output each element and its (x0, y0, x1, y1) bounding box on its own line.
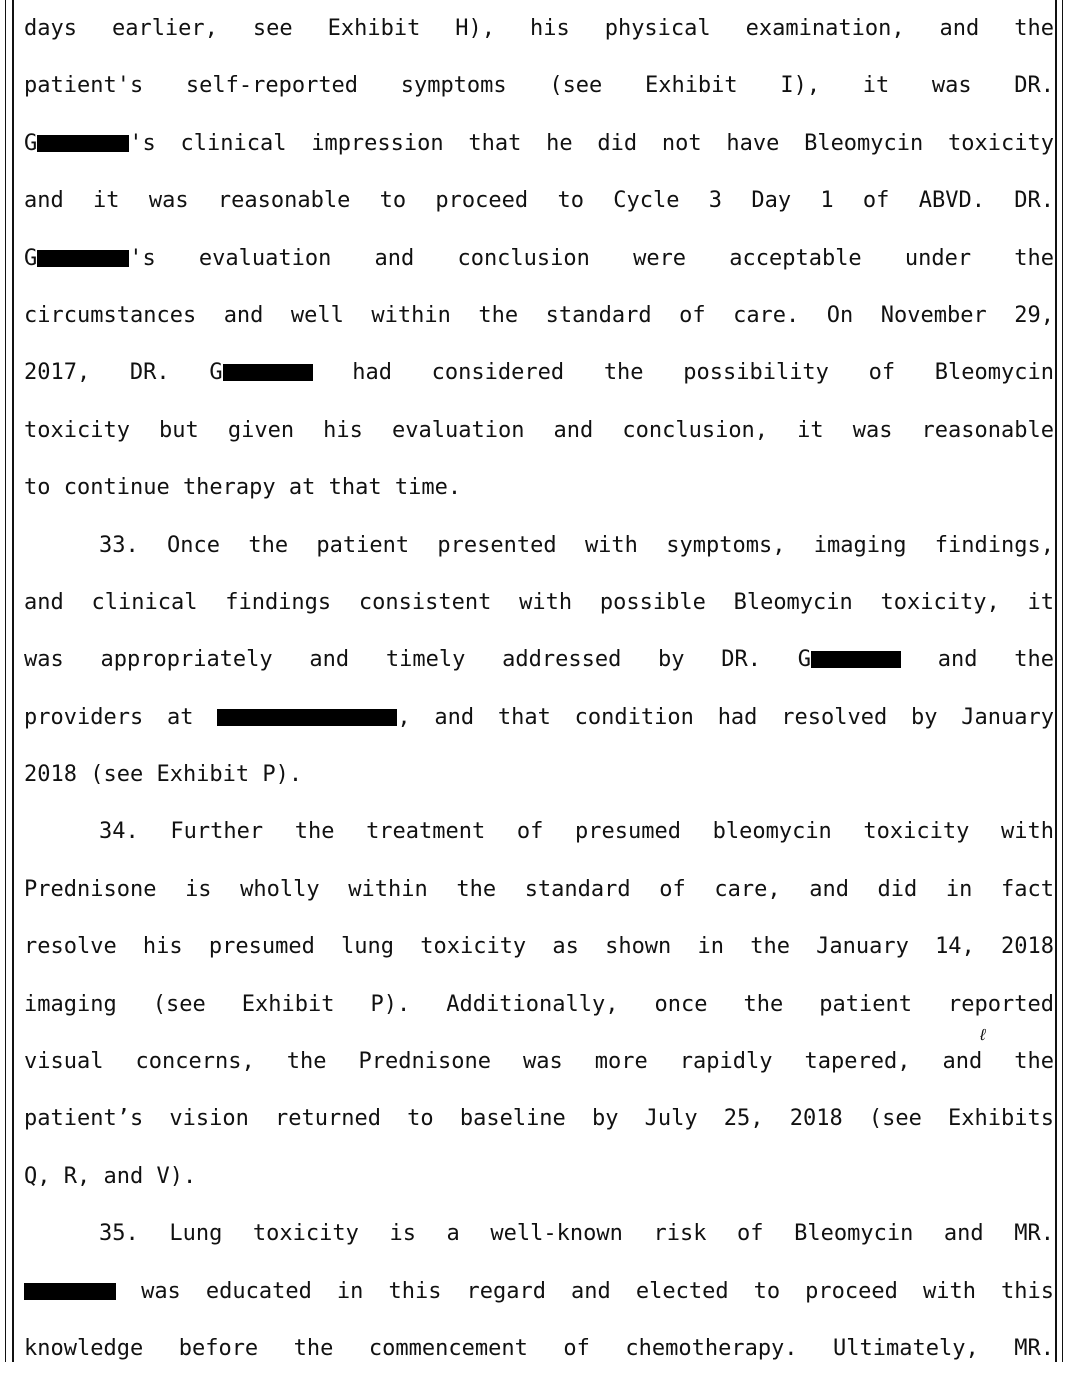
paragraph-34-start: 34. Further the treatment of presumed bleomycin toxicity with (99, 819, 1054, 845)
left-margin-rule-outer (5, 0, 6, 1362)
left-margin-rule-inner (12, 0, 14, 1362)
redaction-bar (811, 651, 901, 668)
text-line-23: was educated in this regard and elected to proceed with this (24, 1263, 1054, 1320)
right-margin-rule-inner (1055, 0, 1057, 1362)
text-line-16: Prednisone is wholly within the standard of care, and did in fact (24, 876, 1054, 902)
text-line-12: was appropriately and timely addressed by DR. G and the (24, 647, 1054, 673)
text-line-13: providers at , and that condition had resolved by January (24, 704, 1054, 730)
text-line-7: 2017, DR. G had considered the possibility of Bleomycin (24, 360, 1054, 386)
text-line-19: visual concerns, the Prednisone was more rapidly tapered, and the (24, 1049, 1054, 1075)
text-line-5: G 's evaluation and conclusion were acceptable under the (24, 245, 1054, 271)
text-line-17: resolve his presumed lung toxicity as shown in the January 14, 2018 (24, 934, 1054, 960)
handwritten-mark: ℓ (978, 1025, 988, 1044)
text-line-11: and clinical findings consistent with possible Bleomycin toxicity, it (24, 589, 1054, 615)
text-line-1: days earlier, see Exhibit H), his physical examination, and the (24, 16, 1054, 41)
redaction-bar (37, 135, 129, 152)
text-line-4: and it was reasonable to proceed to Cycle 3 Day 1 of ABVD. DR. (24, 188, 1054, 214)
text-line-2: patient's self-reported symptoms (see Exhibit I), it was DR. (24, 73, 1054, 99)
redaction-bar (37, 250, 129, 267)
text-line-21: Q, R, and V). (24, 1163, 197, 1189)
text-line-18: imaging (see Exhibit P). Additionally, once the patient reported (24, 991, 1054, 1017)
text-line-8: toxicity but given his evaluation and conclusion, it was reasonable (24, 417, 1054, 443)
right-margin-rule-outer (1062, 0, 1063, 1362)
text-line-6: circumstances and well within the standard of care. On November 29, (24, 302, 1054, 328)
redaction-bar (24, 1283, 116, 1300)
text-line-3: G 's clinical impression that he did not have Bleomycin toxicity (24, 130, 1054, 156)
redaction-bar (223, 364, 313, 381)
document-body (24, 0, 1054, 1377)
redaction-bar (217, 709, 397, 726)
text-line-20: patient’s vision returned to baseline by July 25, 2018 (see Exhibits (24, 1106, 1054, 1132)
text-line-14: 2018 (see Exhibit P). (24, 762, 303, 788)
text-line-9: to continue therapy at that time. (24, 475, 462, 501)
paragraph-35-start: 35. Lung toxicity is a well-known risk of Bleomycin and MR. (99, 1221, 1054, 1247)
text-line-24: knowledge before the commencement of chemotherapy. Ultimately, MR. (24, 1335, 1054, 1361)
paragraph-33-start: 33. Once the patient presented with symptoms, imaging findings, (99, 532, 1054, 558)
